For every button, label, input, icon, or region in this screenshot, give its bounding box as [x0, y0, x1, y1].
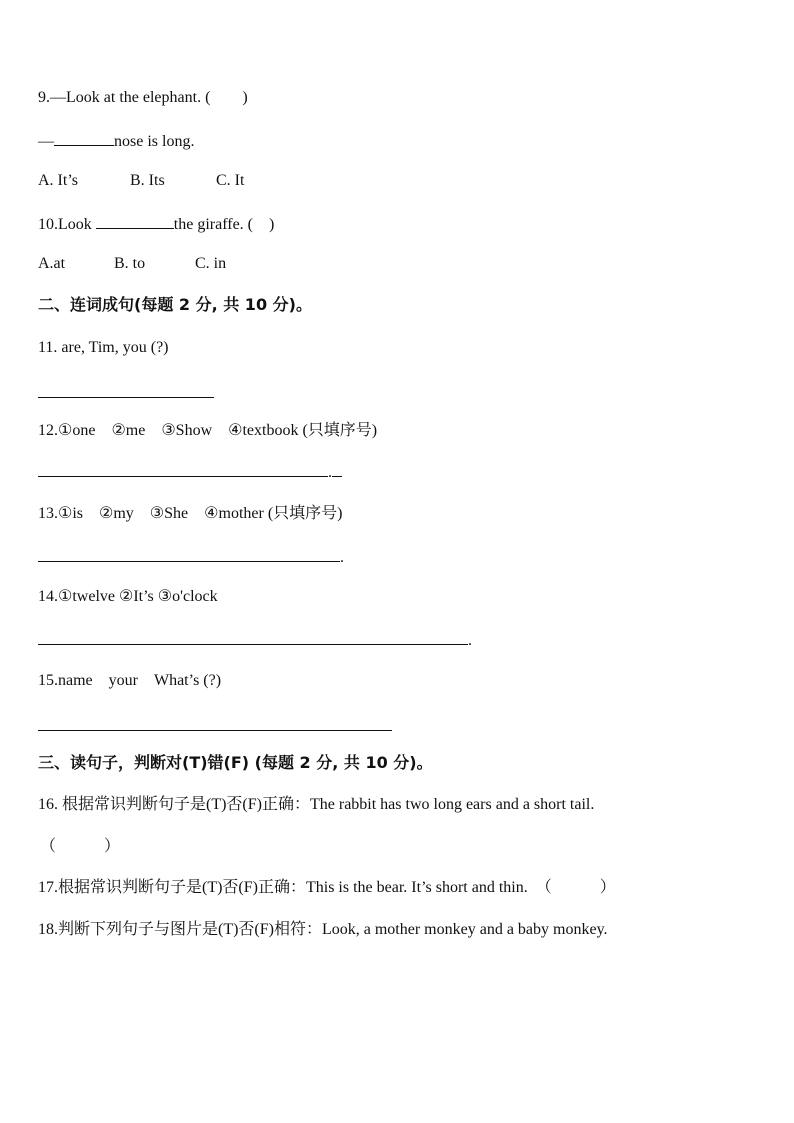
q13-text: 13.①is ②my ③She ④mother (只填序号): [38, 505, 343, 522]
q12-text: 12.①one ②me ③Show ④textbook (只填序号): [38, 422, 378, 439]
q9-dash: —: [38, 133, 54, 150]
q10-options: [38, 254, 226, 274]
q9-answer-blank[interactable]: [54, 130, 114, 146]
q11-answer-line[interactable]: [38, 397, 214, 398]
q10-option-a[interactable]: A.at: [38, 255, 66, 272]
q9-sentence: [38, 130, 194, 152]
q9-stem: 9.—Look at the elephant. ( ): [38, 89, 248, 106]
q13-answer: [38, 546, 344, 568]
q9-option-a[interactable]: A. It’s: [38, 172, 78, 189]
q9-option-b[interactable]: B. Its: [130, 172, 165, 189]
q9-sentence-tail: nose is long.: [114, 133, 195, 150]
q10-option-c[interactable]: C. in: [195, 255, 227, 272]
section2-heading: 二、连词成句(每题 2 分, 共 10 分)。: [38, 295, 312, 314]
q11-text: 11. are, Tim, you (?): [38, 339, 169, 356]
section3-heading: 三、读句子，判断对(T)错(F) (每题 2 分, 共 10 分)。: [38, 753, 433, 772]
q14-period: .: [468, 632, 472, 649]
q9-option-c[interactable]: C. It: [216, 172, 245, 189]
q9-options: [38, 171, 244, 191]
q10-suffix: the giraffe. ( ): [173, 216, 275, 233]
q10-prefix: 10.Look: [38, 216, 96, 233]
q10-stem: [38, 213, 274, 235]
q12-answer-blank[interactable]: [38, 461, 328, 477]
q10-option-b[interactable]: B. to: [114, 255, 146, 272]
q12-answer: [38, 461, 342, 483]
q13-period: .: [340, 549, 344, 566]
q13-answer-blank[interactable]: [38, 546, 340, 562]
q14-answer-blank[interactable]: [38, 629, 468, 645]
q12-trailing-rule: [332, 461, 342, 477]
q18-text: 18.判断下列句子与图片是(T)否(F)相符：Look, a mother monkey and a baby monkey.: [38, 921, 608, 938]
q14-text: 14.①twelve ②It’s ③o'clock: [38, 588, 218, 605]
q15-text: 15.name your What’s (?): [38, 672, 222, 689]
q12-period: .: [328, 464, 332, 481]
q16-text: 16. 根据常识判断句子是(T)否(F)正确：The rabbit has two long ears and a short tail.: [38, 796, 595, 813]
q17-text: 17.根据常识判断句子是(T)否(F)正确：This is the bear. It’s short and thin. （ ）: [38, 879, 616, 896]
q10-answer-blank[interactable]: [96, 213, 174, 229]
q15-answer-line[interactable]: [38, 730, 392, 731]
q14-answer: [38, 629, 472, 651]
q16-answer-paren[interactable]: （ ）: [40, 838, 121, 855]
